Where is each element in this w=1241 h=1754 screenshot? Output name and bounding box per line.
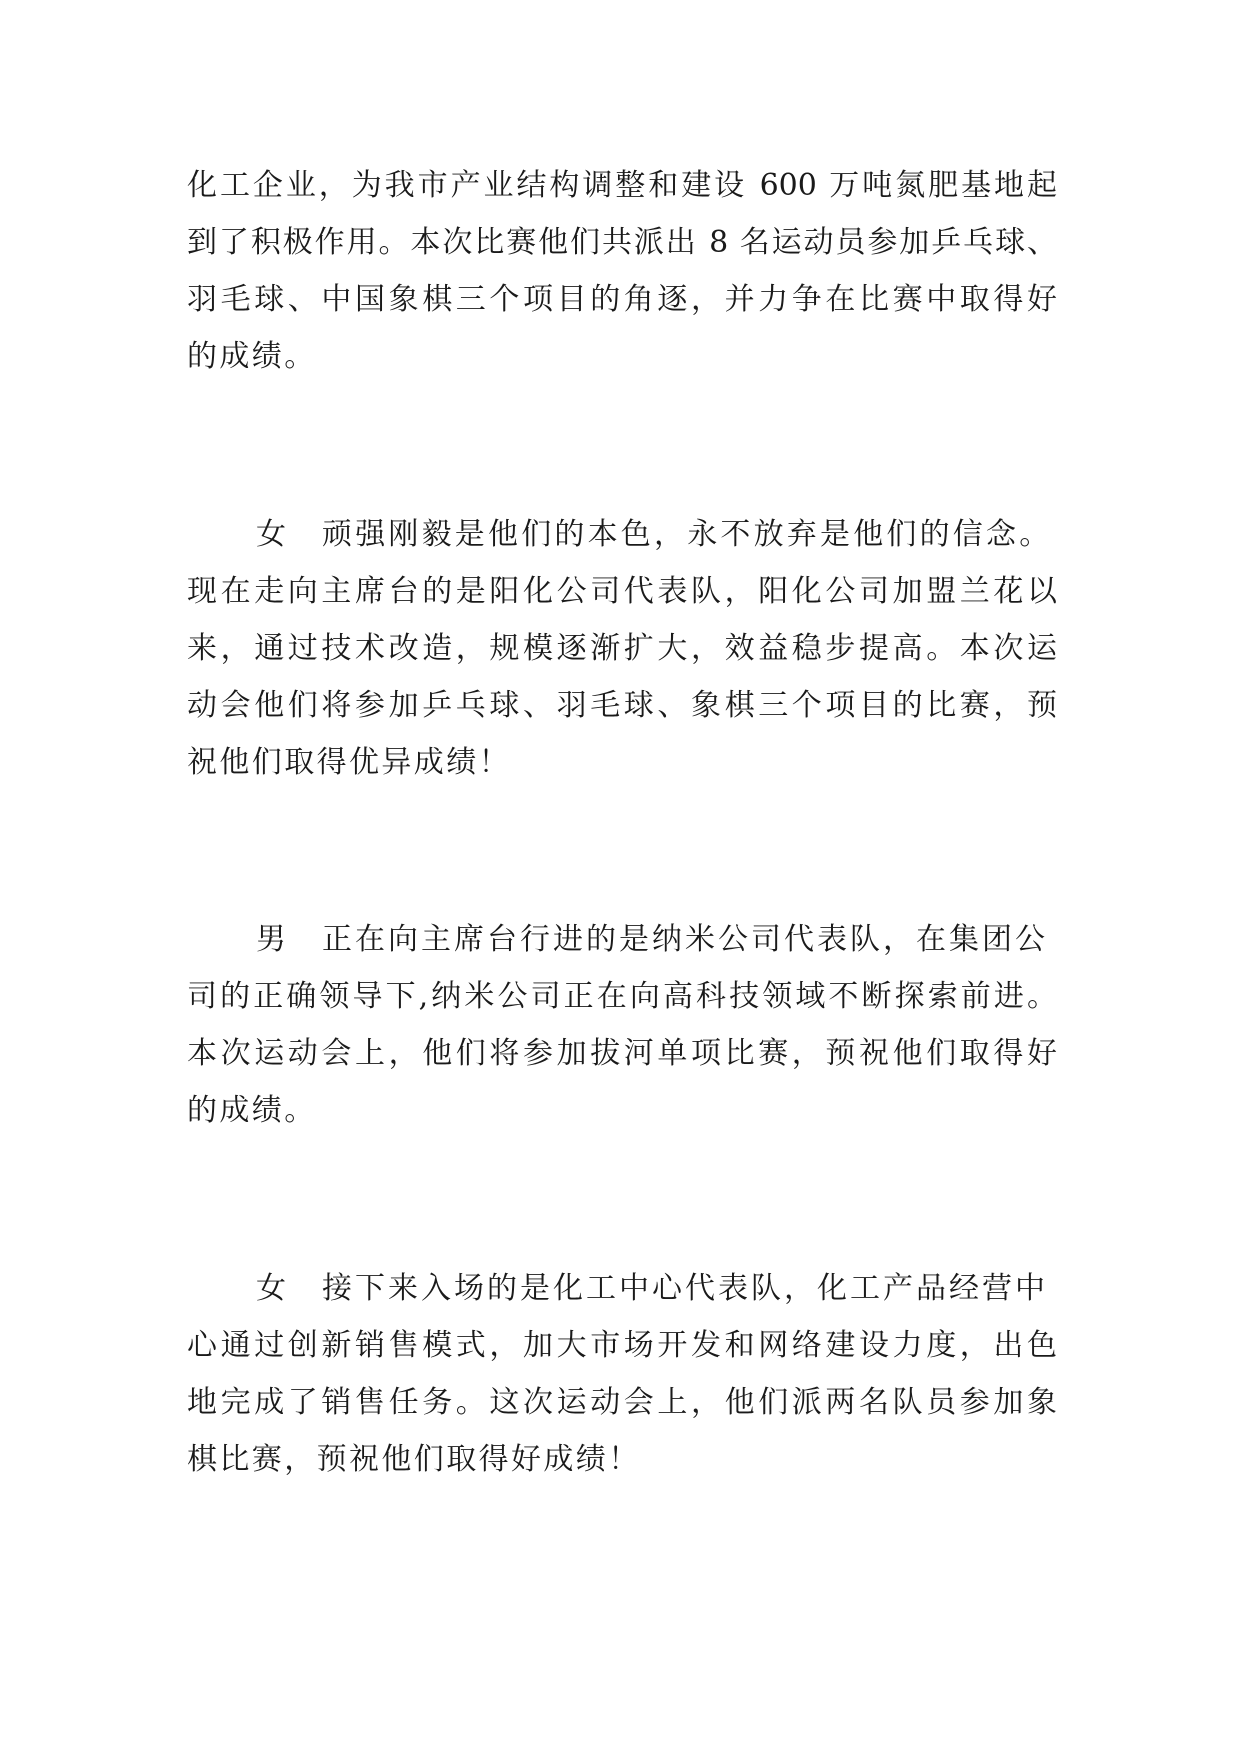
paragraph-2-line-3: 来，通过技术改造，规模逐渐扩大，效益稳步提高。本次运 bbox=[187, 631, 1057, 666]
paragraph-4-line-3: 地完成了销售任务。这次运动会上，他们派两名队员参加象 bbox=[187, 1385, 1057, 1420]
paragraph-4-line-1-text: 接下来入场的是化工中心代表队，化工产品经营中 bbox=[322, 1271, 1048, 1306]
speaker-label: 男 bbox=[256, 922, 289, 957]
paragraph-4-line-1 bbox=[256, 1269, 1060, 1309]
speaker-label: 女 bbox=[256, 1271, 289, 1306]
paragraph-2-line-2: 现在走向主席台的是阳化公司代表队，阳化公司加盟兰花以 bbox=[187, 574, 1057, 609]
paragraph-4-line-4: 棋比赛，预祝他们取得好成绩！ bbox=[187, 1442, 641, 1477]
paragraph-1-line-3: 羽毛球、中国象棋三个项目的角逐，并力争在比赛中取得好 bbox=[187, 282, 1057, 317]
paragraph-2-line-4: 动会他们将参加乒乓球、羽毛球、象棋三个项目的比赛，预 bbox=[187, 688, 1057, 723]
paragraph-4-line-2: 心通过创新销售模式，加大市场开发和网络建设力度，出色 bbox=[187, 1328, 1057, 1363]
paragraph-3-line-1-text: 正在向主席台行进的是纳米公司代表队，在集团公 bbox=[322, 922, 1048, 957]
paragraph-2-line-1 bbox=[256, 515, 1060, 555]
paragraph-2-line-5: 祝他们取得优异成绩！ bbox=[187, 745, 511, 780]
speaker-label: 女 bbox=[256, 517, 290, 552]
paragraph-3-line-2: 司的正确领导下,纳米公司正在向高科技领域不断探索前进。 bbox=[187, 979, 1057, 1014]
paragraph-3-line-4: 的成绩。 bbox=[187, 1093, 317, 1128]
paragraph-3-line-3: 本次运动会上，他们将参加拔河单项比赛，预祝他们取得好 bbox=[187, 1036, 1057, 1071]
paragraph-1-line-2: 到了积极作用。本次比赛他们共派出 8 名运动员参加乒乓球、 bbox=[187, 225, 1057, 260]
paragraph-1-line-4: 的成绩。 bbox=[187, 339, 317, 374]
paragraph-3-line-1 bbox=[256, 920, 1060, 960]
paragraph-2-line-1-text: 顽强刚毅是他们的本色，永不放弃是他们的信念。 bbox=[322, 517, 1053, 552]
paragraph-1-line-1: 化工企业，为我市产业结构调整和建设 600 万吨氮肥基地起 bbox=[187, 168, 1057, 203]
